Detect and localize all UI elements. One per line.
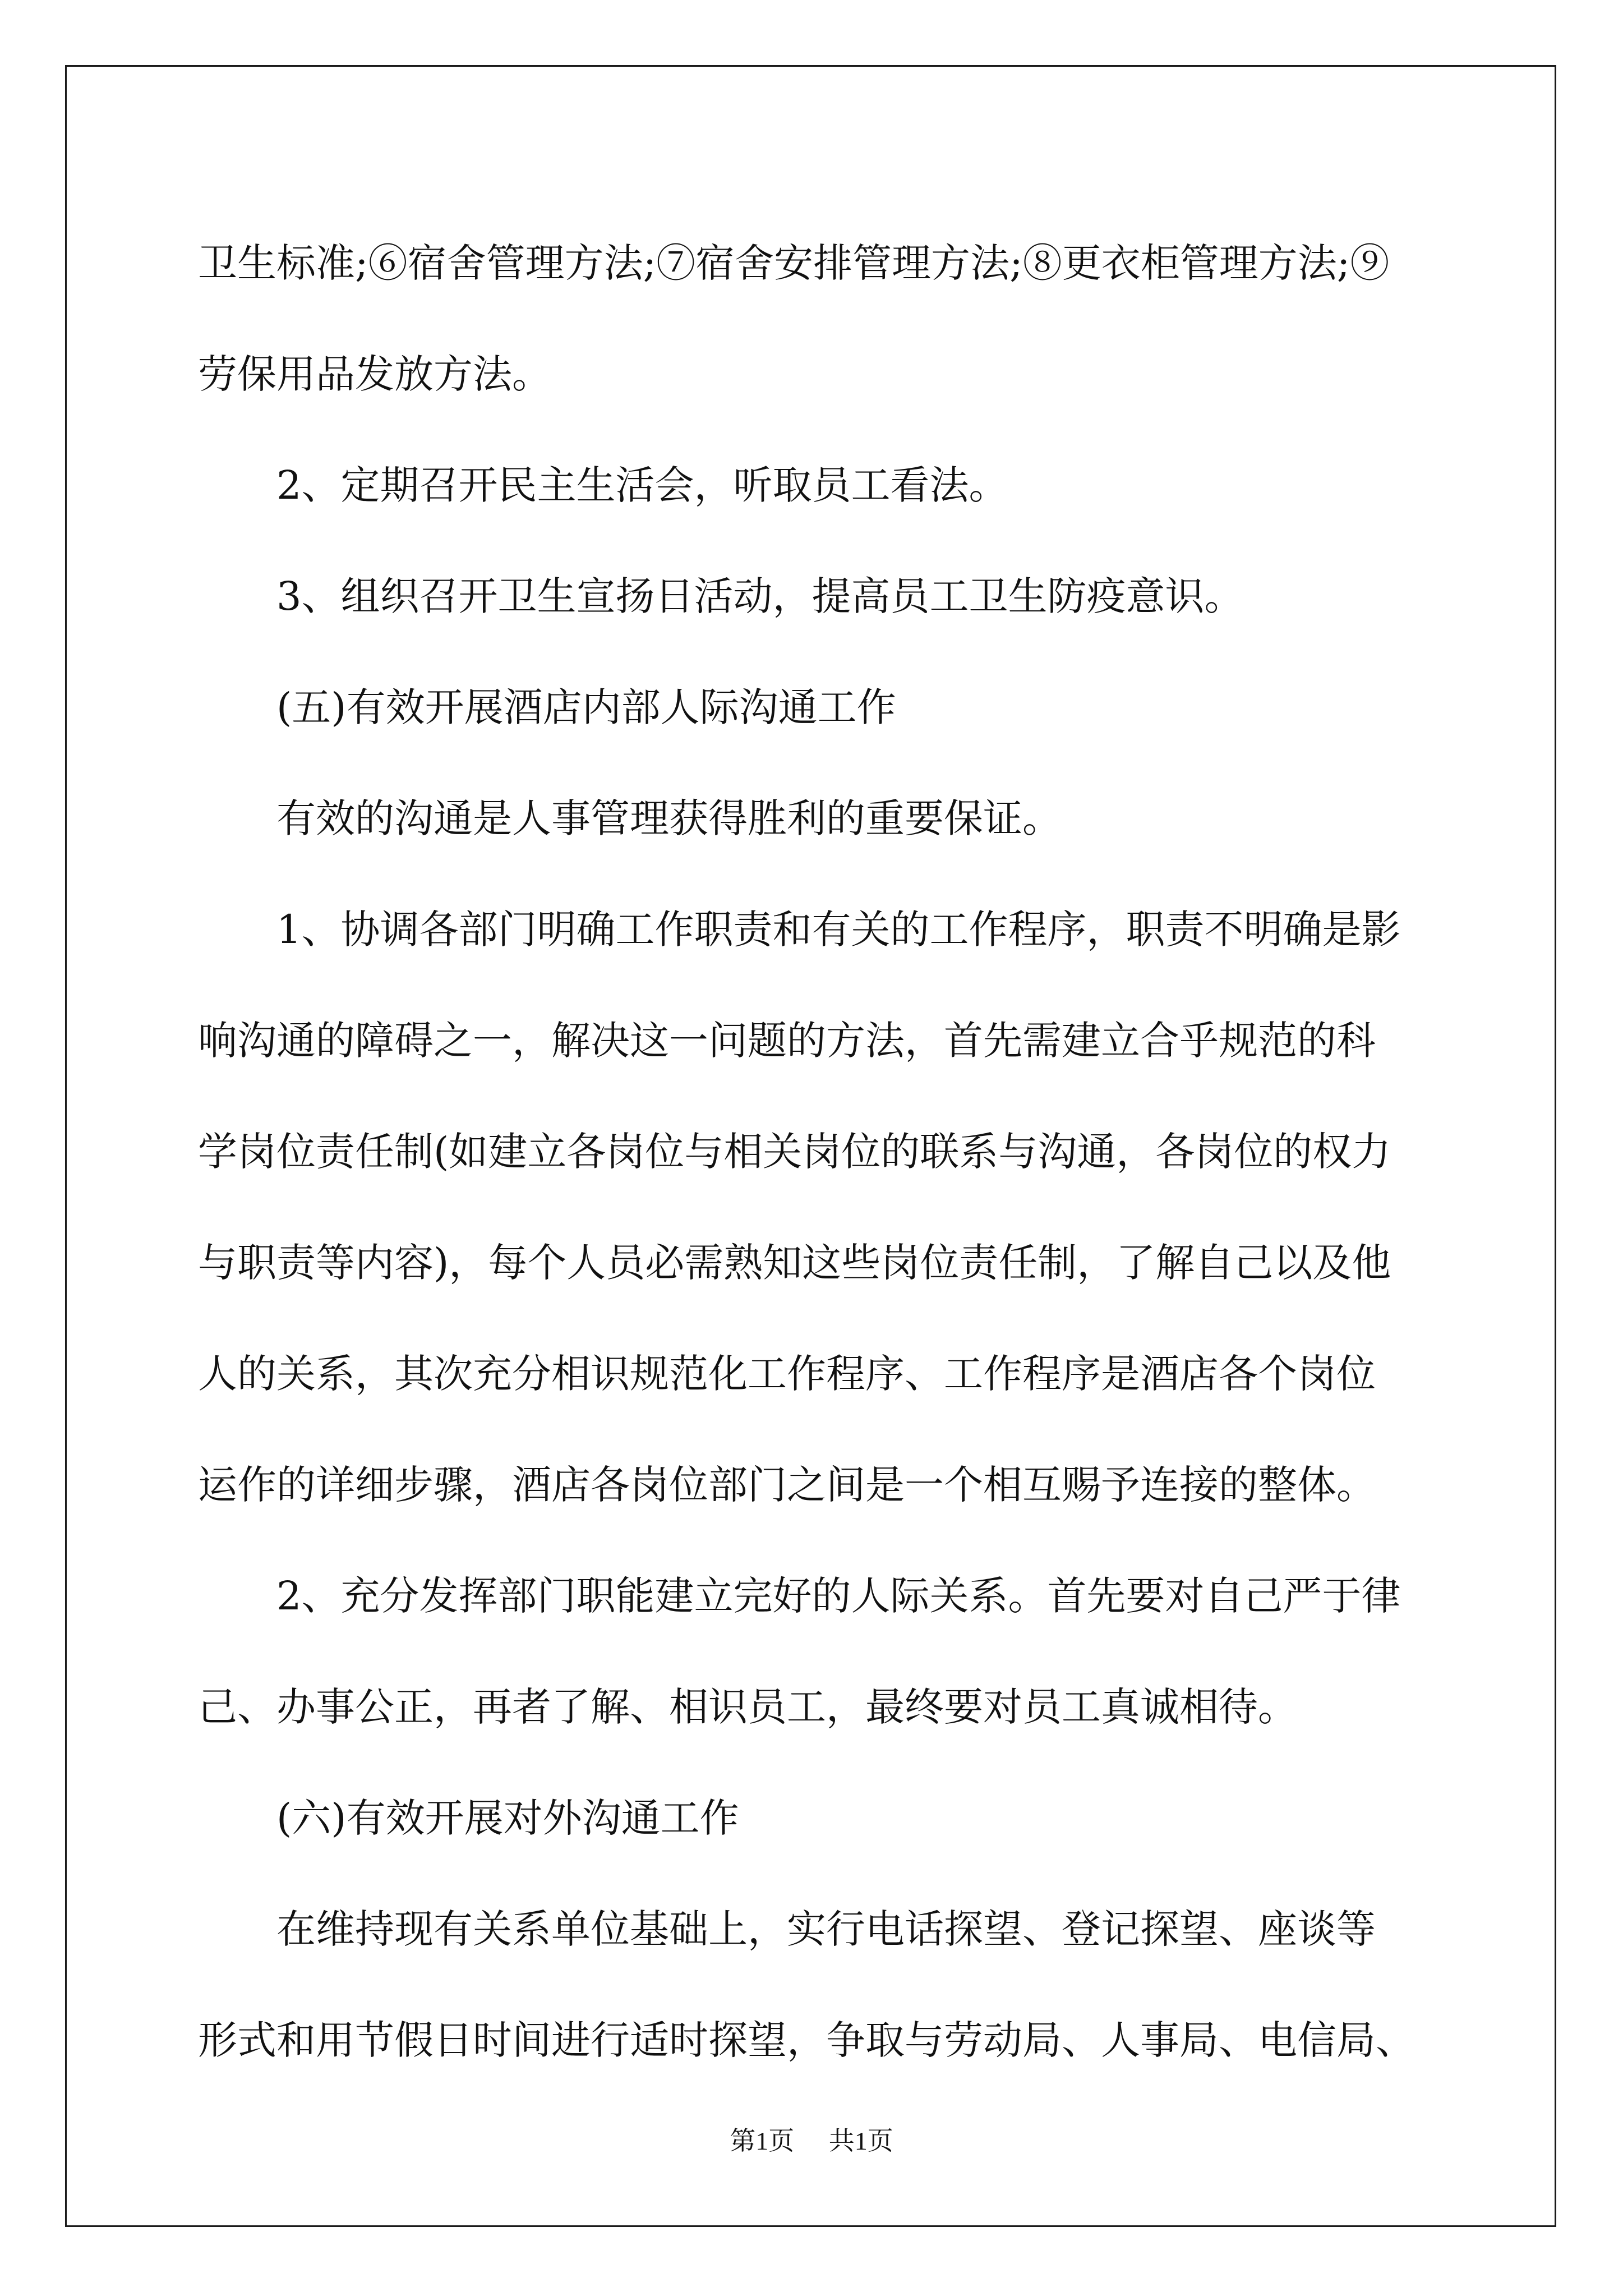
text-line: 在维持现有关系单位基础上，实行电话探望、登记探望、座谈等 xyxy=(276,1906,1376,1952)
text-line: 2、定期召开民主生活会，听取员工看法。 xyxy=(276,462,1008,508)
document-body xyxy=(198,208,1432,2096)
text-line: 2、充分发挥部门职能建立完好的人际关系。首先要对自己严于律 xyxy=(276,1573,1401,1619)
page-footer xyxy=(0,2120,1623,2157)
section-heading: (五)有效开展酒店内部人际沟通工作 xyxy=(276,684,896,730)
section-heading: (六)有效开展对外沟通工作 xyxy=(276,1795,739,1841)
text-line: 劳保用品发放方法。 xyxy=(198,351,551,397)
text-line: 3、组织召开卫生宣扬日活动，提高员工卫生防疫意识。 xyxy=(276,573,1244,619)
text-line: 运作的详细步骤，酒店各岗位部门之间是一个相互赐予连接的整体。 xyxy=(198,1462,1376,1508)
page-number-total: 共1页 xyxy=(828,2127,893,2155)
text-line: 1、协调各部门明确工作职责和有关的工作程序，职责不明确是影 xyxy=(276,907,1401,953)
text-line: 形式和用节假日时间进行适时探望，争取与劳动局、人事局、电信局、 xyxy=(198,2017,1415,2063)
text-line: 学岗位责任制(如建立各岗位与相关岗位的联系与沟通，各岗位的权力 xyxy=(198,1129,1391,1175)
text-line: 响沟通的障碍之一，解决这一问题的方法，首先需建立合乎规范的科 xyxy=(198,1018,1376,1064)
text-line: 己、办事公正，再者了解、相识员工，最终要对员工真诚相待。 xyxy=(198,1684,1297,1730)
text-line: 有效的沟通是人事管理获得胜利的重要保证。 xyxy=(276,795,1062,841)
text-line: 人的关系，其次充分相识规范化工作程序、工作程序是酒店各个岗位 xyxy=(198,1351,1376,1397)
text-line: 卫生标准;⑥宿舍管理方法;⑦宿舍安排管理方法;⑧更衣柜管理方法;⑨ xyxy=(198,240,1390,286)
page-number-current: 第1页 xyxy=(730,2127,795,2155)
text-line: 与职责等内容)，每个人员必需熟知这些岗位责任制，了解自己以及他 xyxy=(198,1240,1391,1286)
